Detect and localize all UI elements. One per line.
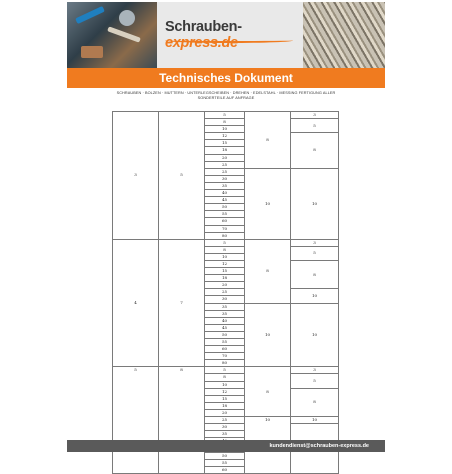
length-cell: 12 bbox=[205, 260, 245, 267]
length-cell: 10 bbox=[205, 126, 245, 133]
pack-size-cell: 3 bbox=[291, 112, 339, 119]
pack-size-cell: 5 bbox=[291, 374, 339, 388]
length-cell: 50 bbox=[205, 204, 245, 211]
length-cell: 8 bbox=[205, 246, 245, 253]
table-row bbox=[113, 367, 339, 374]
length-cell: 50 bbox=[205, 331, 245, 338]
length-cell: 25 bbox=[205, 289, 245, 296]
length-cell: 35 bbox=[205, 431, 245, 438]
pack-size-cell: 8 bbox=[291, 260, 339, 288]
thread-length-cell: 10 bbox=[245, 303, 291, 367]
brand-logo bbox=[165, 19, 293, 51]
length-cell: 70 bbox=[205, 353, 245, 360]
length-cell: 18 bbox=[205, 147, 245, 154]
length-cell: 12 bbox=[205, 388, 245, 395]
product-subtitle bbox=[67, 91, 385, 101]
diameter-cell: 3 bbox=[113, 112, 159, 240]
head-size-cell: 7 bbox=[159, 239, 205, 367]
table-row bbox=[113, 239, 339, 246]
screws-photo bbox=[303, 2, 385, 68]
length-cell: 18 bbox=[205, 275, 245, 282]
length-cell: 45 bbox=[205, 197, 245, 204]
table-row bbox=[113, 112, 339, 119]
length-cell: 30 bbox=[205, 424, 245, 431]
length-cell: 35 bbox=[205, 182, 245, 189]
length-cell: 60 bbox=[205, 346, 245, 353]
length-cell: 8 bbox=[205, 374, 245, 381]
length-cell: 15 bbox=[205, 395, 245, 402]
spec-table bbox=[112, 111, 339, 474]
length-cell: 40 bbox=[205, 190, 245, 197]
length-cell: 20 bbox=[205, 282, 245, 289]
workshop-photo bbox=[67, 2, 157, 68]
pack-size-cell: 10 bbox=[291, 417, 339, 424]
subtitle-line-1: SCHRAUBEN · BOLZEN · MUTTERN · UNTERLEGSCHEIBEN · DREHEN · EDELSTAHL · MESSING FERTIGUNG ALLER bbox=[116, 91, 336, 95]
length-cell: 10 bbox=[205, 381, 245, 388]
header-banner bbox=[67, 2, 385, 68]
footer-bar bbox=[67, 440, 385, 452]
thread-length-cell: 10 bbox=[245, 417, 291, 474]
length-cell: 80 bbox=[205, 360, 245, 367]
pack-size-cell: 8 bbox=[291, 133, 339, 168]
length-cell: 12 bbox=[205, 133, 245, 140]
length-cell: 55 bbox=[205, 459, 245, 466]
subtitle-line-2: SONDERTEILE AUF ANFRAGE bbox=[197, 96, 255, 100]
length-cell: 20 bbox=[205, 409, 245, 416]
head-size-cell: 5 bbox=[159, 112, 205, 240]
logo-accent: express.de bbox=[165, 35, 238, 51]
pack-size-cell: 10 bbox=[291, 289, 339, 303]
length-cell: 25 bbox=[205, 168, 245, 175]
length-cell: 5 bbox=[205, 367, 245, 374]
length-cell: 55 bbox=[205, 339, 245, 346]
length-cell: 45 bbox=[205, 324, 245, 331]
pack-size-cell: 3 bbox=[291, 367, 339, 374]
pack-size-cell: 10 bbox=[291, 303, 339, 367]
thread-length-cell: 8 bbox=[245, 239, 291, 303]
length-cell: 20 bbox=[205, 154, 245, 161]
pack-size-cell: 3 bbox=[291, 239, 339, 246]
length-cell: 60 bbox=[205, 466, 245, 473]
length-cell: 40 bbox=[205, 317, 245, 324]
length-cell: 5 bbox=[205, 112, 245, 119]
length-cell: 30 bbox=[205, 175, 245, 182]
thread-length-cell: 10 bbox=[245, 168, 291, 239]
length-cell: 60 bbox=[205, 218, 245, 225]
length-cell: 50 bbox=[205, 452, 245, 459]
length-cell: 15 bbox=[205, 268, 245, 275]
pack-size-cell: 8 bbox=[291, 388, 339, 416]
pack-size-cell: 5 bbox=[291, 246, 339, 260]
length-cell: 15 bbox=[205, 140, 245, 147]
length-cell: 25 bbox=[205, 161, 245, 168]
head-size-cell: 8 bbox=[159, 367, 205, 473]
length-cell: 25 bbox=[205, 417, 245, 424]
length-cell: 5 bbox=[205, 239, 245, 246]
diameter-cell: 5 bbox=[113, 367, 159, 473]
footer-email[interactable]: kundendienst@schrauben-express.de bbox=[269, 443, 369, 449]
length-cell: 35 bbox=[205, 303, 245, 310]
length-cell: 70 bbox=[205, 225, 245, 232]
length-cell: 30 bbox=[205, 296, 245, 303]
length-cell: 10 bbox=[205, 253, 245, 260]
document-title: Technisches Dokument bbox=[67, 68, 385, 88]
diameter-cell: 4 bbox=[113, 239, 159, 367]
length-cell: 55 bbox=[205, 211, 245, 218]
thread-length-cell: 8 bbox=[245, 367, 291, 417]
length-cell: 35 bbox=[205, 310, 245, 317]
logo-main: Schrauben- bbox=[165, 19, 242, 35]
pack-size-cell: 10 bbox=[291, 168, 339, 239]
length-cell: 18 bbox=[205, 402, 245, 409]
pack-size-cell: 5 bbox=[291, 119, 339, 133]
thread-length-cell: 8 bbox=[245, 112, 291, 169]
length-cell: 80 bbox=[205, 232, 245, 239]
length-cell: 8 bbox=[205, 119, 245, 126]
